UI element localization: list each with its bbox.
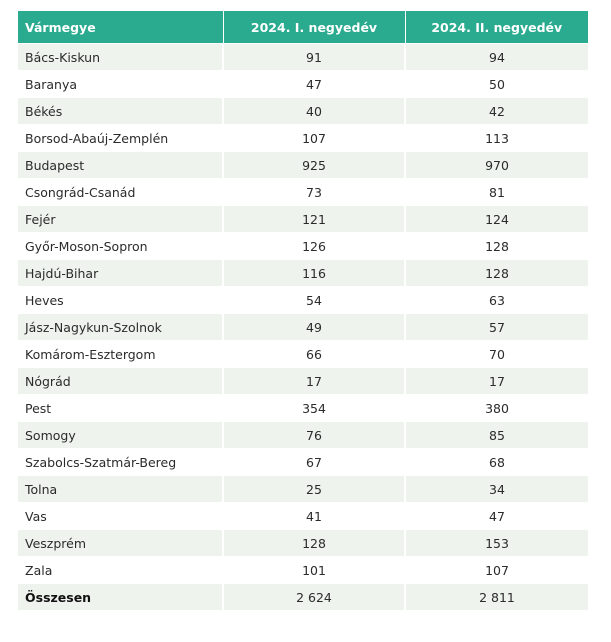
county-name: Komárom-Esztergom <box>18 341 223 368</box>
table-row <box>18 368 588 395</box>
q1-value: 121 <box>223 206 405 233</box>
q1-value: 54 <box>223 287 405 314</box>
table-row <box>18 557 588 584</box>
table-row <box>18 125 588 152</box>
table-header-row <box>18 11 588 44</box>
county-name: Nógrád <box>18 368 223 395</box>
q2-value: 47 <box>405 503 588 530</box>
q1-value: 49 <box>223 314 405 341</box>
q1-value: 76 <box>223 422 405 449</box>
q2-value: 70 <box>405 341 588 368</box>
total-q1-value: 2 624 <box>223 584 405 611</box>
table-row <box>18 206 588 233</box>
county-name: Győr-Moson-Sopron <box>18 233 223 260</box>
county-name: Vas <box>18 503 223 530</box>
q1-value: 925 <box>223 152 405 179</box>
county-quarterly-table <box>18 11 588 610</box>
county-name: Fejér <box>18 206 223 233</box>
q2-value: 85 <box>405 422 588 449</box>
q1-value: 101 <box>223 557 405 584</box>
q2-value: 128 <box>405 260 588 287</box>
table-row <box>18 98 588 125</box>
table-row <box>18 44 588 71</box>
table-row <box>18 71 588 98</box>
q1-value: 91 <box>223 44 405 71</box>
county-name: Borsod-Abaúj-Zemplén <box>18 125 223 152</box>
table-row <box>18 449 588 476</box>
county-name: Szabolcs-Szatmár-Bereg <box>18 449 223 476</box>
q1-value: 17 <box>223 368 405 395</box>
county-name: Békés <box>18 98 223 125</box>
q2-value: 380 <box>405 395 588 422</box>
table-row <box>18 152 588 179</box>
q1-value: 354 <box>223 395 405 422</box>
q2-value: 107 <box>405 557 588 584</box>
q2-value: 34 <box>405 476 588 503</box>
table-row <box>18 179 588 206</box>
q1-value: 73 <box>223 179 405 206</box>
q2-value: 153 <box>405 530 588 557</box>
q1-value: 47 <box>223 71 405 98</box>
table-row <box>18 422 588 449</box>
county-name: Zala <box>18 557 223 584</box>
header-q1-2024: 2024. I. negyedév <box>223 11 405 44</box>
county-name: Baranya <box>18 71 223 98</box>
table-row <box>18 260 588 287</box>
q1-value: 66 <box>223 341 405 368</box>
table-row <box>18 530 588 557</box>
q2-value: 113 <box>405 125 588 152</box>
county-name: Jász-Nagykun-Szolnok <box>18 314 223 341</box>
table-row <box>18 503 588 530</box>
q2-value: 970 <box>405 152 588 179</box>
county-name: Veszprém <box>18 530 223 557</box>
q1-value: 128 <box>223 530 405 557</box>
table-row <box>18 476 588 503</box>
table-row <box>18 287 588 314</box>
table-row <box>18 233 588 260</box>
county-table-container <box>18 11 588 610</box>
total-q2-value: 2 811 <box>405 584 588 611</box>
county-name: Pest <box>18 395 223 422</box>
county-name: Somogy <box>18 422 223 449</box>
q1-value: 67 <box>223 449 405 476</box>
table-row <box>18 395 588 422</box>
q2-value: 63 <box>405 287 588 314</box>
q1-value: 40 <box>223 98 405 125</box>
county-name: Heves <box>18 287 223 314</box>
table-row <box>18 341 588 368</box>
county-name: Tolna <box>18 476 223 503</box>
q2-value: 50 <box>405 71 588 98</box>
q2-value: 81 <box>405 179 588 206</box>
header-q2-2024: 2024. II. negyedév <box>405 11 588 44</box>
q1-value: 107 <box>223 125 405 152</box>
total-row <box>18 584 588 611</box>
q2-value: 124 <box>405 206 588 233</box>
total-label: Összesen <box>18 584 223 611</box>
county-name: Csongrád-Csanád <box>18 179 223 206</box>
q1-value: 126 <box>223 233 405 260</box>
q2-value: 68 <box>405 449 588 476</box>
q2-value: 42 <box>405 98 588 125</box>
q1-value: 41 <box>223 503 405 530</box>
county-name: Budapest <box>18 152 223 179</box>
header-county: Vármegye <box>18 11 223 44</box>
q2-value: 128 <box>405 233 588 260</box>
q2-value: 57 <box>405 314 588 341</box>
table-row <box>18 314 588 341</box>
county-name: Bács-Kiskun <box>18 44 223 71</box>
q1-value: 25 <box>223 476 405 503</box>
q1-value: 116 <box>223 260 405 287</box>
q2-value: 94 <box>405 44 588 71</box>
q2-value: 17 <box>405 368 588 395</box>
county-name: Hajdú-Bihar <box>18 260 223 287</box>
